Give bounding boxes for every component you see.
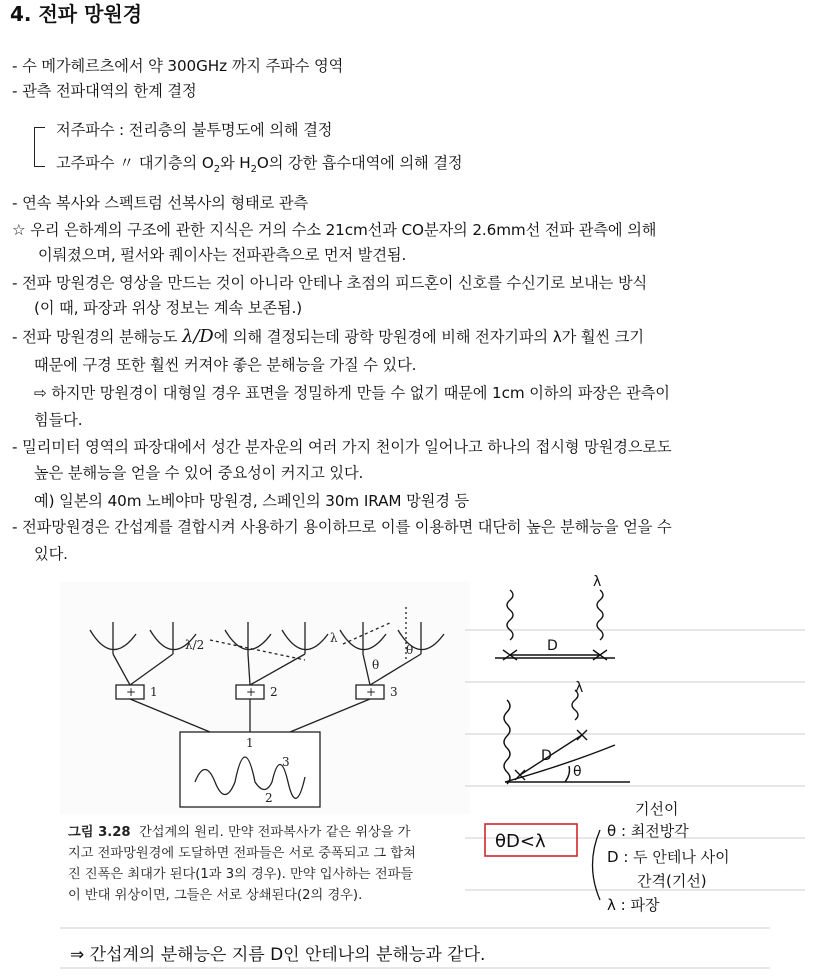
label-theta-1: θ <box>372 658 380 672</box>
note-theta-mid: θ <box>573 764 582 780</box>
bullet-millimeter-cont: 높은 분해능을 얻을 수 있어 중요성이 커지고 있다. <box>34 464 364 482</box>
note-d-top: D <box>547 638 558 654</box>
label-antenna-3: 3 <box>390 685 398 699</box>
conclusion-note: ⇒ 간섭계의 분해능은 지름 D인 안테나의 분해능과 같다. <box>70 945 486 965</box>
note-d-def-2: 간격(기선) <box>637 872 707 890</box>
boxed-formula: θD<λ <box>495 831 546 852</box>
bullet-observation-forms: - 연속 복사와 스펙트럼 선복사의 형태로 관측 <box>12 194 309 212</box>
bracket <box>34 127 45 167</box>
high-frequency-limit: 고주파수 〃 대기층의 $O_2$와 $H_2O$의 강한 흡수대역에 의해 결정 <box>56 154 463 176</box>
label-wave-1: 1 <box>246 736 254 750</box>
notes-sketch <box>465 570 805 915</box>
note-lambda-mid: λ <box>575 680 584 696</box>
label-wave-2: 2 <box>265 791 273 805</box>
star-galaxy-knowledge: ☆ 우리 은하계의 구조에 관한 지식은 거의 수소 21cm선과 CO분자의 2.6mm선 전파 관측에 의해 <box>12 221 657 239</box>
conclusion-strip <box>60 918 770 976</box>
caption-label: 그림 3.28 <box>68 825 131 840</box>
caption-line-3: 진 진폭은 최대가 된다(1과 3의 경우). 만약 입사하는 전파들 <box>68 867 414 882</box>
note-baseline: 기선이 <box>635 800 679 818</box>
bullet-band-limits: - 관측 전파대역의 한계 결정 <box>12 82 197 100</box>
handwritten-notes <box>465 570 805 915</box>
bullet-frequency-range: - 수 메가헤르츠에서 약 300GHz 까지 주파수 영역 <box>12 57 344 75</box>
bullet-interferometer-cont: 있다. <box>34 545 68 563</box>
caption-line-4: 이 반대 위상이면, 그들은 서로 상쇄된다(2의 경우). <box>68 888 363 903</box>
conclusion-lines <box>60 918 770 976</box>
low-frequency-limit: 저주파수 : 전리층의 불투명도에 의해 결정 <box>56 121 333 139</box>
label-plus-3: + <box>366 685 377 699</box>
bullet-resolution-limit-cont: 힘들다. <box>34 411 83 429</box>
section-heading: 4. 전파 망원경 <box>10 2 143 26</box>
bullet-millimeter-example: 예) 일본의 40m 노베야마 망원경, 스페인의 30m IRAM 망원경 등 <box>34 492 470 510</box>
bullet-millimeter: - 밀리미터 영역의 파장대에서 성간 분자운의 여러 가지 천이가 일어나고 하나의 접시형 망원경으로도 <box>12 438 672 456</box>
note-theta-def: θ : 최전방각 <box>607 822 689 840</box>
star-galaxy-knowledge-cont: 이뤄졌으며, 펄서와 퀘이사는 전파관측으로 먼저 발견됨. <box>38 246 407 264</box>
note-lambda-top: λ <box>593 574 602 590</box>
label-half-lambda: λ/2 <box>185 638 205 652</box>
bullet-feedhorn-cont: (이 때, 파장과 위상 정보는 계속 보존됨.) <box>34 299 303 317</box>
note-d-def-1: D : 두 안테나 사이 <box>607 848 730 866</box>
label-plus-2: + <box>246 685 257 699</box>
label-wave-3: 3 <box>282 755 290 769</box>
bullet-resolution-cont: 때문에 구경 또한 훨씬 커져야 좋은 분해능을 가질 수 있다. <box>34 356 417 374</box>
bullet-resolution-limit: ⇨ 하지만 망원경이 대형일 경우 표면을 정밀하게 만들 수 없기 때문에 1cm 이하의 파장은 관측이 <box>34 384 670 402</box>
note-lambda-def: λ : 파장 <box>607 896 660 914</box>
bullet-resolution: - 전파 망원경의 분해능도 λ/D에 의해 결정되는데 광학 망원경에 비해 전자기파의 λ가 훨씬 크기 <box>12 326 644 347</box>
caption-line-1: 간섭계의 원리. 만약 전파복사가 같은 위상을 가 <box>139 825 411 840</box>
bullet-feedhorn: - 전파 망원경은 영상을 만드는 것이 아니라 안테나 초점의 피드혼이 신호를 수신기로 보내는 방식 <box>12 274 648 292</box>
bullet-interferometer: - 전파망원경은 간섭계를 결합시켜 사용하기 용이하므로 이를 이용하면 대단히 높은 분해능을 얻을 수 <box>12 518 672 536</box>
label-theta-2: θ <box>406 643 414 657</box>
label-antenna-1: 1 <box>150 685 158 699</box>
label-antenna-2: 2 <box>270 685 278 699</box>
label-plus-1: + <box>126 685 137 699</box>
label-lambda: λ <box>330 631 338 645</box>
caption-line-2: 지고 전파망원경에 도달하면 전파들은 서로 중폭되고 그 합쳐 <box>68 846 416 861</box>
note-d-mid: D <box>541 748 552 764</box>
figure-caption <box>68 822 463 906</box>
